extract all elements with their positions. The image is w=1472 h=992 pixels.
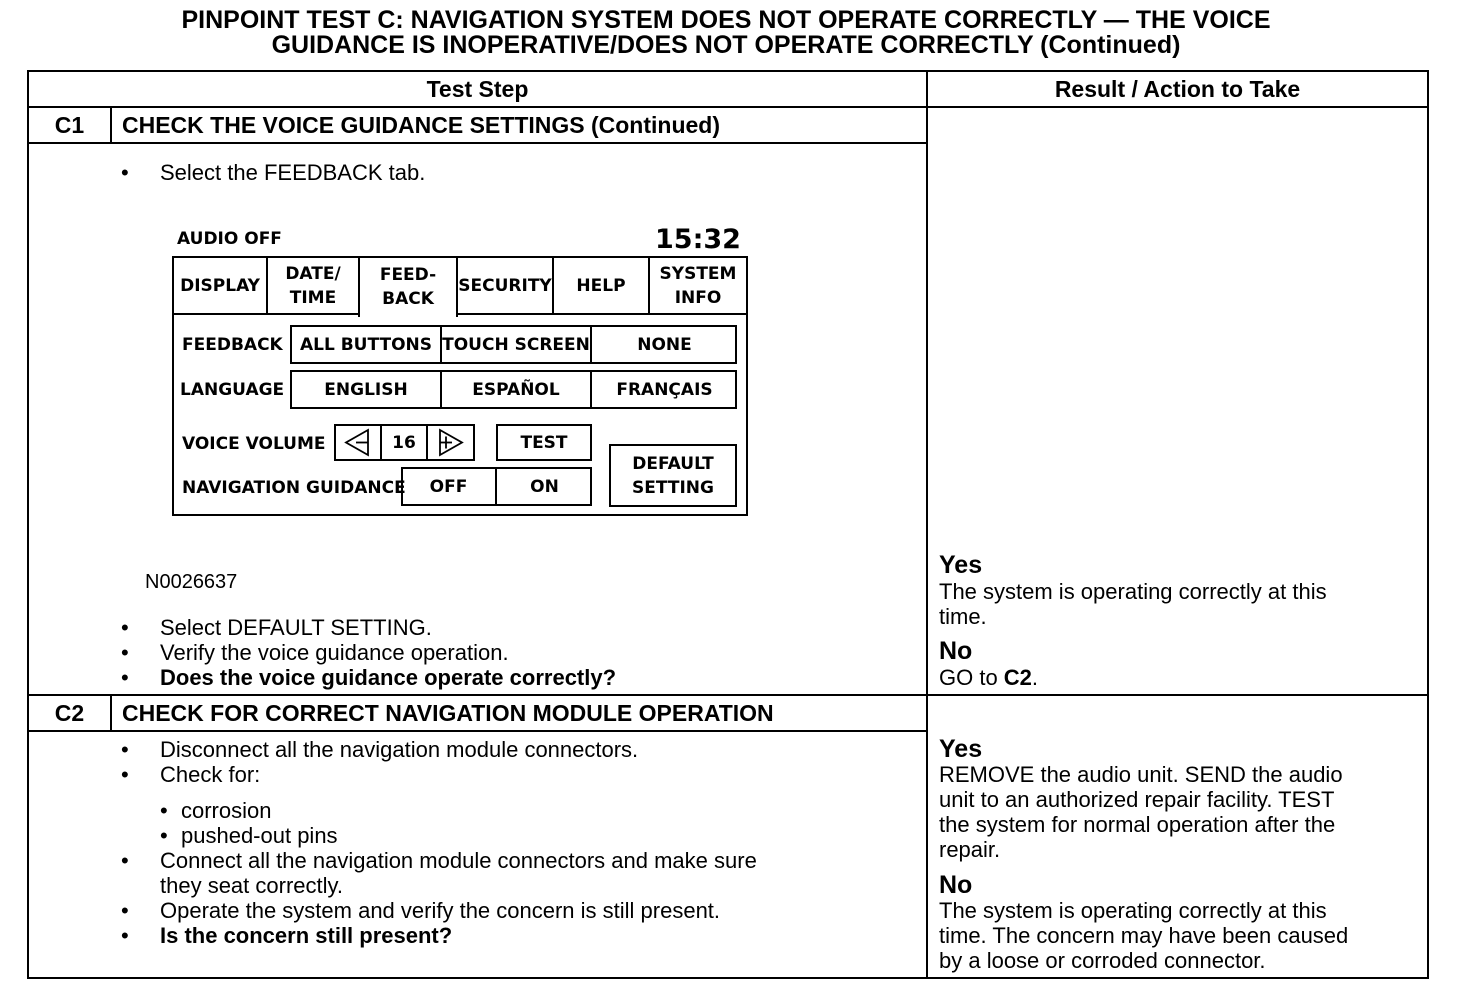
bullet-marker: • (121, 640, 129, 665)
c1-step-select-feedback: Select the FEEDBACK tab. (160, 160, 426, 185)
settings-screen-figure (172, 222, 748, 518)
volume-down-arrow-icon[interactable] (334, 424, 380, 461)
c1-yes-text-line-1: The system is operating correctly at this (939, 579, 1327, 604)
page-title-line-2: GUIDANCE IS INOPERATIVE/DOES NOT OPERATE CORRECTLY (Continued) (271, 31, 1181, 59)
tab-system-info-label: SYSTEM INFO (659, 263, 737, 308)
c1-no-text-prefix: GO to (939, 665, 1004, 690)
volume-up-arrow-icon[interactable] (428, 424, 474, 461)
bullet-marker: • (121, 160, 129, 185)
bullet-marker: • (121, 665, 129, 690)
c1-step-verify: Verify the voice guidance operation. (160, 640, 509, 665)
c2-step-check-for: Check for: (160, 762, 261, 787)
sub-bullet-marker: • (160, 798, 168, 823)
header-divider (27, 106, 1429, 108)
nav-guidance-off[interactable]: OFF (429, 476, 468, 497)
c2-step-id: C2 (54, 700, 85, 726)
c1-heading: CHECK THE VOICE GUIDANCE SETTINGS (Continued) (122, 112, 720, 138)
bullet-marker: • (121, 737, 129, 762)
c2-no-label: No (939, 871, 973, 899)
tab-help-label: HELP (576, 275, 626, 296)
c2-heading: CHECK FOR CORRECT NAVIGATION MODULE OPERATION (122, 700, 774, 726)
bullet-marker: • (121, 762, 129, 787)
sub-bullet-marker: • (160, 823, 168, 848)
c1-id-divider (110, 106, 112, 144)
c2-yes-label: Yes (939, 735, 983, 763)
navigation-guidance-label: NAVIGATION GUIDANCE (182, 478, 406, 498)
c1-yes-text-line-2: time. (939, 604, 987, 629)
c2-yes-text-line-4: repair. (939, 837, 1001, 862)
c2-check-corrosion: corrosion (181, 798, 272, 823)
c1-step-id: C1 (54, 112, 85, 138)
language-label: LANGUAGE (180, 380, 285, 400)
c2-no-text-line-2: time. The concern may have been caused (939, 923, 1349, 948)
c2-reference-link[interactable]: C2 (1003, 665, 1032, 690)
row-divider (27, 694, 1429, 696)
c2-heading-divider (27, 730, 927, 732)
bullet-marker: • (121, 923, 129, 948)
c2-yes-text-line-1: REMOVE the audio unit. SEND the audio (939, 762, 1343, 787)
c2-step-operate: Operate the system and verify the concern is still present. (160, 898, 721, 923)
bullet-marker: • (121, 615, 129, 640)
feedback-none[interactable]: NONE (637, 334, 692, 355)
c2-step-connect-line-2: they seat correctly. (160, 873, 343, 898)
figure-id: N0026637 (145, 571, 238, 593)
c1-step-select-default: Select DEFAULT SETTING. (160, 615, 432, 640)
c1-question: Does the voice guidance operate correctly? (160, 665, 617, 690)
nav-guidance-on[interactable]: ON (530, 476, 559, 497)
feedback-all-buttons[interactable]: ALL BUTTONS (299, 334, 432, 355)
bullet-marker: • (121, 898, 129, 923)
c2-no-text-line-3: by a loose or corroded connector. (939, 948, 1266, 973)
c2-yes-text-line-2: unit to an authorized repair facility. TEST (939, 787, 1335, 812)
c2-step-disconnect: Disconnect all the navigation module connectors. (160, 737, 639, 762)
volume-value: 16 (392, 432, 416, 453)
language-francais[interactable]: FRANÇAIS (616, 379, 713, 400)
c2-no-text-line-1: The system is operating correctly at this (939, 898, 1327, 923)
page-title-line-1: PINPOINT TEST C: NAVIGATION SYSTEM DOES NOT OPERATE CORRECTLY — THE VOICE (181, 6, 1271, 34)
c1-heading-divider (27, 142, 927, 144)
c2-question: Is the concern still present? (160, 923, 453, 948)
bullet-marker: • (121, 848, 129, 873)
column-header-test-step: Test Step (426, 76, 529, 102)
default-setting-label: DEFAULT SETTING (632, 453, 714, 498)
feedback-label: FEEDBACK (182, 335, 283, 355)
clock: 15:32 (655, 224, 741, 255)
c1-no-text (939, 665, 1038, 690)
audio-status: AUDIO OFF (177, 229, 282, 249)
column-divider (926, 70, 928, 979)
tab-security-label: SECURITY (458, 275, 552, 296)
table-bottom-border (27, 977, 1429, 979)
c2-check-pushed-out-pins: pushed-out pins (181, 823, 338, 848)
language-espanol[interactable]: ESPAÑOL (472, 379, 560, 400)
language-english[interactable]: ENGLISH (324, 379, 408, 400)
c2-id-divider (110, 694, 112, 732)
feedback-touch-screen[interactable]: TOUCH SCREEN (442, 334, 590, 355)
c2-yes-text-line-3: the system for normal operation after the (939, 812, 1336, 837)
column-header-result: Result / Action to Take (1054, 76, 1301, 102)
c1-no-text-suffix: . (1031, 665, 1039, 690)
table-left-border (27, 70, 29, 979)
voice-volume-label: VOICE VOLUME (182, 434, 326, 454)
tab-date-time-label: DATE/ TIME (285, 263, 341, 308)
c1-yes-label: Yes (939, 551, 983, 579)
test-button-label: TEST (520, 432, 568, 453)
tab-feedback-label: FEED- BACK (379, 264, 437, 309)
table-right-border (1427, 70, 1429, 979)
table-top-border (27, 70, 1429, 72)
tab-display-label: DISPLAY (180, 275, 260, 296)
c2-step-connect-line-1: Connect all the navigation module connectors and make sure (160, 848, 757, 873)
c1-no-label: No (939, 637, 973, 665)
